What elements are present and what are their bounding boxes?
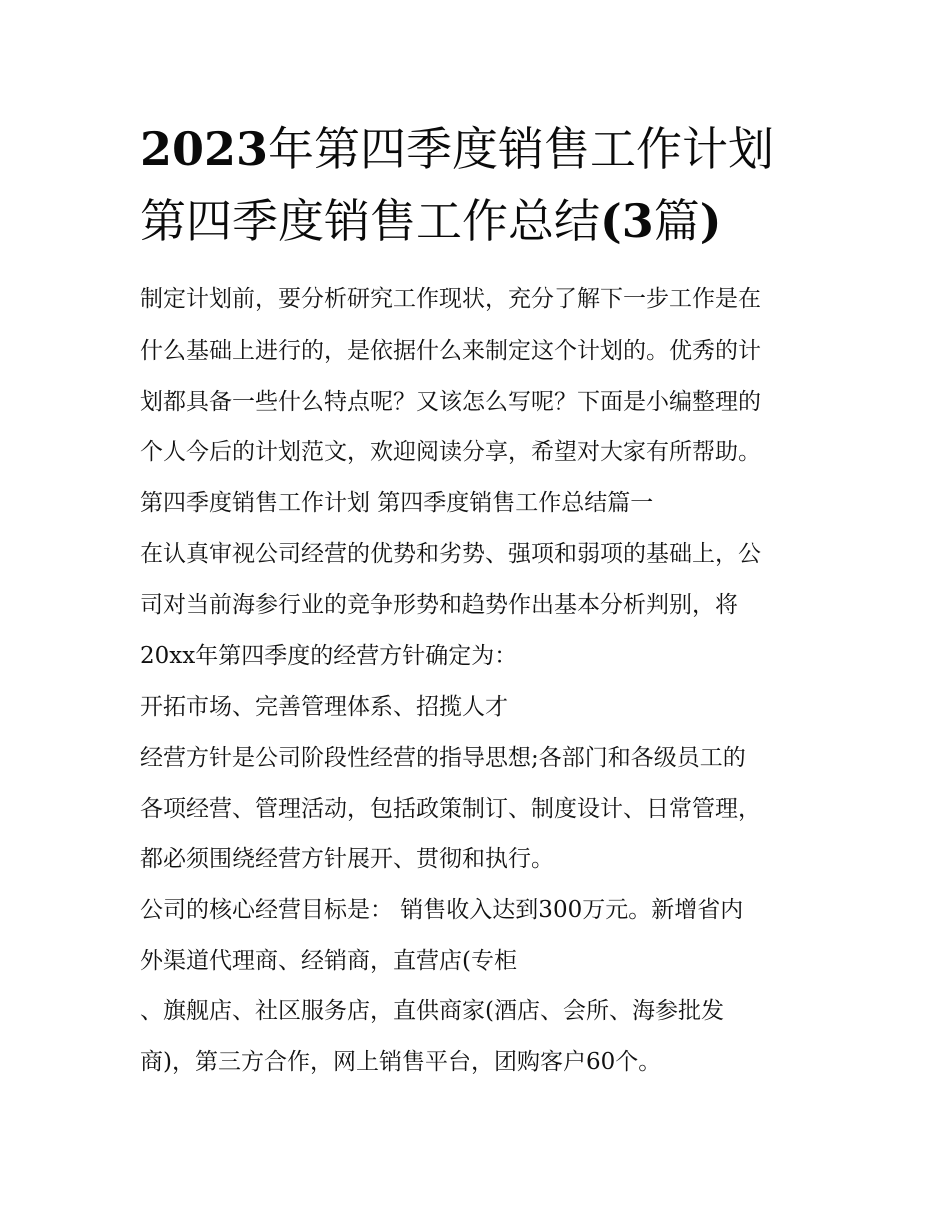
body-line: 公司的核心经营目标是： 销售收入达到300万元。新增省内 [140,897,744,923]
body-line: 外渠道代理商、经销商，直营店(专柜 [140,948,517,974]
document-title-line-1: 2023年第四季度销售工作计划 [140,122,775,176]
body-line: 开拓市场、完善管理体系、招揽人才 [140,694,508,720]
body-line: 、旗舰店、社区服务店，直供商家(酒店、会所、海参批发 [140,998,724,1024]
body-line: 都必须围绕经营方针展开、贯彻和执行。 [140,846,554,872]
body-line: 划都具备一些什么特点呢？又该怎么写呢？下面是小编整理的 [140,389,761,415]
section-heading: 第四季度销售工作计划 第四季度销售工作总结篇一 [140,490,654,516]
body-line: 司对当前海参行业的竞争形势和趋势作出基本分析判别，将 [140,592,738,618]
body-line: 商)，第三方合作，网上销售平台，团购客户60个。 [140,1049,662,1075]
body-line: 制定计划前，要分析研究工作现状，充分了解下一步工作是在 [140,286,761,312]
body-line: 各项经营、管理活动，包括政策制订、制度设计、日常管理， [140,796,761,822]
body-line: 经营方针是公司阶段性经营的指导思想;各部门和各级员工的 [140,745,746,771]
body-line: 在认真审视公司经营的优势和劣势、强项和弱项的基础上，公 [140,541,761,567]
body-line: 个人今后的计划范文，欢迎阅读分享，希望对大家有所帮助。 [140,439,761,465]
body-line: 20xx年第四季度的经营方针确定为： [140,643,518,669]
body-line: 什么基础上进行的，是依据什么来制定这个计划的。优秀的计 [140,338,761,364]
document-title-line-2: 第四季度销售工作总结(3篇) [140,194,722,248]
